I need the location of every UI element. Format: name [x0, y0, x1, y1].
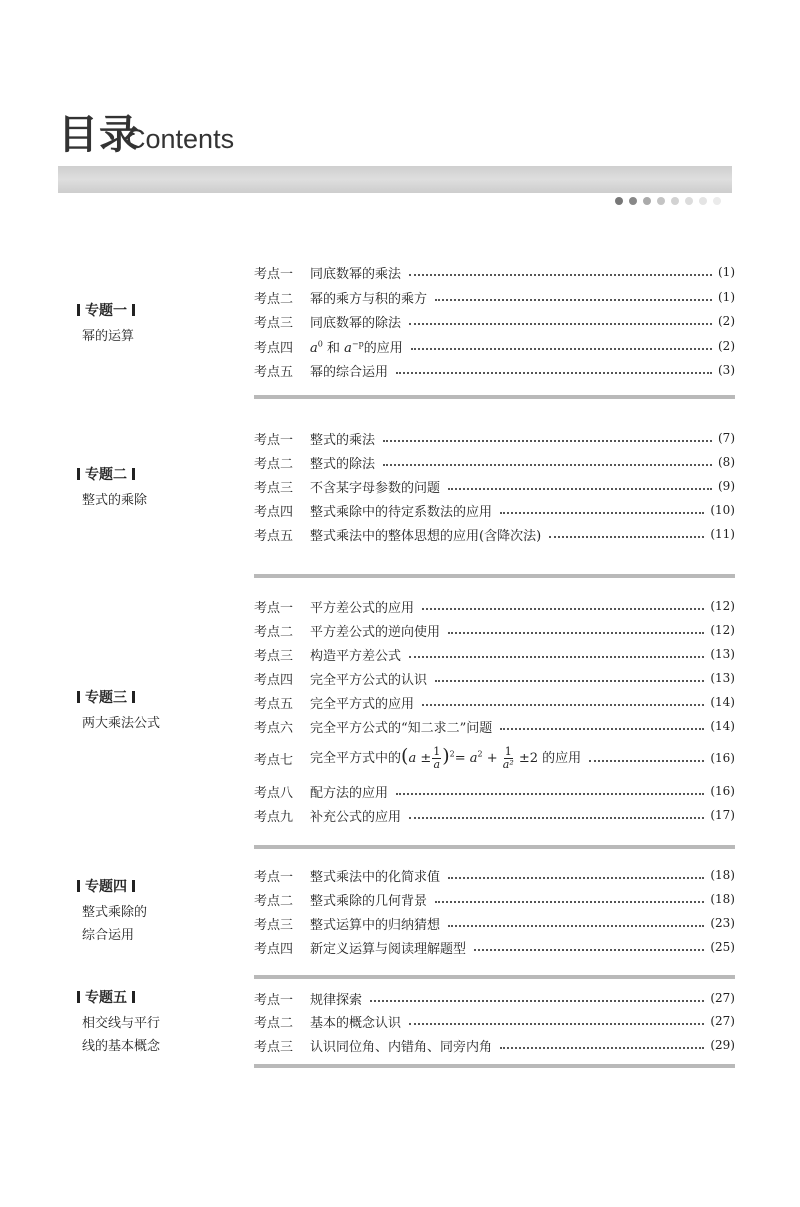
- page-number: (1): [718, 290, 735, 304]
- leader-dots: [474, 949, 704, 951]
- page-number: (25): [710, 940, 735, 954]
- entry-title: 基本的概念认识: [310, 1015, 402, 1031]
- title-banner: [58, 166, 732, 193]
- page-number: (13): [710, 647, 735, 661]
- topic-subtitle: 整式的乘除: [82, 493, 148, 508]
- point-label: 考点一: [254, 869, 294, 885]
- page-number: (23): [710, 916, 735, 930]
- entry-title: 完全平方公式的“知二求二”问题: [310, 720, 493, 736]
- toc-entry[interactable]: [254, 742, 735, 774]
- entry-title: 整式的除法: [310, 456, 376, 472]
- topic-5: [72, 989, 160, 1058]
- topic-subtitle: 相交线与平行 线的基本概念: [82, 1016, 161, 1054]
- point-label: 考点三: [254, 1039, 294, 1055]
- toc-entry[interactable]: [254, 286, 735, 308]
- leader-dots: [409, 1023, 704, 1025]
- topic-label: 专题一: [85, 303, 127, 319]
- dot: [713, 197, 721, 205]
- toc-entry[interactable]: [254, 804, 735, 826]
- topic-2: [72, 466, 147, 512]
- topic-4: [72, 878, 147, 947]
- point-label: 考点五: [254, 528, 294, 544]
- page-number: (18): [710, 892, 735, 906]
- leader-dots: [411, 348, 712, 350]
- point-label: 考点四: [254, 941, 294, 957]
- point-label: 考点四: [254, 340, 294, 356]
- topic-heading: [72, 302, 140, 320]
- page-number: (18): [710, 868, 735, 882]
- toc-entry[interactable]: [254, 619, 735, 641]
- fraction-denominator: a²: [502, 758, 514, 771]
- bracket-bar: [77, 304, 80, 316]
- entry-title-formula: [310, 745, 585, 771]
- dot: [671, 197, 679, 205]
- point-label: 考点六: [254, 720, 294, 736]
- point-label: 考点二: [254, 456, 294, 472]
- bracket-bar: [132, 468, 135, 480]
- entry-title: 完全平方式的应用: [310, 696, 415, 712]
- page-number: (27): [710, 1014, 735, 1028]
- point-label: 考点四: [254, 672, 294, 688]
- topic-subtitle: 两大乘法公式: [82, 716, 161, 731]
- page-number: (27): [710, 991, 735, 1005]
- leader-dots: [448, 488, 712, 490]
- page-number: (13): [710, 671, 735, 685]
- fraction-numerator: 1: [504, 745, 512, 758]
- math-var: a: [310, 340, 318, 356]
- topic-label: 专题三: [85, 690, 127, 706]
- dot: [629, 197, 637, 205]
- point-label: 考点五: [254, 364, 294, 380]
- leader-dots: [396, 793, 704, 795]
- math-sup: −p: [351, 339, 364, 349]
- open-paren: (: [401, 745, 409, 767]
- point-label: 考点一: [254, 992, 294, 1008]
- entry-title: 整式乘法中的化简求值: [310, 869, 441, 885]
- point-label: 考点五: [254, 696, 294, 712]
- topic-3: [72, 689, 160, 735]
- point-label: 考点七: [254, 752, 294, 768]
- page-number: (2): [718, 339, 735, 353]
- dot: [615, 197, 623, 205]
- math-sup: 2: [477, 749, 483, 759]
- section-divider: [254, 845, 735, 849]
- toc-entry[interactable]: [254, 310, 735, 332]
- topic-label: 专题四: [85, 879, 127, 895]
- entry-title: 补充公式的应用: [310, 809, 402, 825]
- toc-entry[interactable]: [254, 261, 735, 283]
- topic-heading: [72, 989, 160, 1007]
- dot: [699, 197, 707, 205]
- bracket-bar: [132, 691, 135, 703]
- bracket-bar: [77, 691, 80, 703]
- page-number: (16): [710, 751, 735, 765]
- title-text: 完全平方式中的: [310, 751, 402, 766]
- page-number: (29): [710, 1038, 735, 1052]
- page-number: (17): [710, 808, 735, 822]
- dot: [643, 197, 651, 205]
- leader-dots: [435, 901, 704, 903]
- point-label: 考点一: [254, 600, 294, 616]
- entry-title: 不含某字母参数的问题: [310, 480, 441, 496]
- point-label: 考点八: [254, 785, 294, 801]
- toc-entry[interactable]: [254, 936, 735, 958]
- topic-heading: [72, 466, 147, 484]
- entry-title: 新定义运算与阅读理解题型: [310, 941, 467, 957]
- math-sup: 2: [449, 749, 455, 759]
- leader-dots: [396, 372, 712, 374]
- entry-title: 同底数幂的除法: [310, 315, 402, 331]
- toc-entry[interactable]: [254, 888, 735, 910]
- toc-entry[interactable]: [254, 499, 735, 521]
- leader-dots: [409, 656, 704, 658]
- leader-dots: [435, 299, 712, 301]
- entry-title: 平方差公式的逆向使用: [310, 624, 441, 640]
- math-sup: 0: [317, 339, 323, 349]
- page-title-english: Contents: [126, 124, 235, 154]
- leader-dots: [370, 1000, 704, 1002]
- fraction-numerator: 1: [433, 745, 441, 758]
- page-number: (12): [710, 599, 735, 613]
- leader-dots: [409, 817, 704, 819]
- bracket-bar: [77, 991, 80, 1003]
- page-number: (12): [710, 623, 735, 637]
- toc-entry[interactable]: [254, 691, 735, 713]
- section-divider: [254, 574, 735, 578]
- page-number: (14): [710, 719, 735, 733]
- entry-title: 幂的乘方与积的乘方: [310, 291, 428, 307]
- leader-dots: [383, 464, 712, 466]
- toc-entry[interactable]: [254, 475, 735, 497]
- fraction: [432, 746, 441, 771]
- fraction-denominator: a: [433, 758, 440, 771]
- page-number: (3): [718, 363, 735, 377]
- toc-entry[interactable]: [254, 643, 735, 665]
- toc-entry[interactable]: [254, 715, 735, 737]
- point-label: 考点一: [254, 432, 294, 448]
- point-label: 考点三: [254, 315, 294, 331]
- close-paren: ): [442, 745, 450, 767]
- page-number: (11): [710, 527, 735, 541]
- math-op: +: [482, 751, 502, 766]
- toc-entry[interactable]: [254, 427, 735, 449]
- math-var: a: [344, 340, 352, 356]
- leader-dots: [448, 925, 704, 927]
- leader-dots: [435, 680, 704, 682]
- topic-label: 专题二: [85, 467, 127, 483]
- entry-title: [310, 337, 407, 356]
- section-divider: [254, 395, 735, 399]
- decorative-dots: [615, 197, 721, 207]
- page-number: (1): [718, 265, 735, 279]
- entry-title: 规律探索: [310, 992, 363, 1008]
- dot: [657, 197, 665, 205]
- entry-title: 构造平方差公式: [310, 648, 402, 664]
- point-label: 考点九: [254, 809, 294, 825]
- point-label: 考点二: [254, 893, 294, 909]
- point-label: 考点三: [254, 480, 294, 496]
- entry-title: 整式乘除中的待定系数法的应用: [310, 504, 493, 520]
- page-number: (10): [710, 503, 735, 517]
- bracket-bar: [132, 880, 135, 892]
- bracket-bar: [132, 991, 135, 1003]
- leader-dots: [448, 877, 704, 879]
- toc-entry[interactable]: [254, 359, 735, 381]
- point-label: 考点二: [254, 1015, 294, 1031]
- toc-entry[interactable]: [254, 912, 735, 934]
- title-text: 的应用: [363, 340, 403, 356]
- entry-title: 整式乘法中的整体思想的应用(含降次法): [310, 528, 542, 544]
- leader-dots: [500, 512, 704, 514]
- leader-dots: [409, 323, 712, 325]
- leader-dots: [383, 440, 712, 442]
- leader-dots: [422, 704, 704, 706]
- math-expr: a ±: [408, 751, 432, 766]
- page-number: (7): [718, 431, 735, 445]
- toc-entry[interactable]: [254, 451, 735, 473]
- page-number: (16): [710, 784, 735, 798]
- entry-title: 认识同位角、内错角、同旁内角: [310, 1039, 493, 1055]
- bracket-bar: [77, 880, 80, 892]
- point-label: 考点一: [254, 266, 294, 282]
- leader-dots: [549, 536, 704, 538]
- toc-entry[interactable]: [254, 987, 735, 1009]
- entry-title: 完全平方公式的认识: [310, 672, 428, 688]
- topic-heading: [72, 878, 147, 896]
- leader-dots: [589, 760, 704, 762]
- page-number: (8): [718, 455, 735, 469]
- entry-title: 整式乘除的几何背景: [310, 893, 428, 909]
- toc-entry[interactable]: [254, 595, 735, 617]
- point-label: 考点三: [254, 648, 294, 664]
- leader-dots: [409, 274, 712, 276]
- topic-subtitle: 整式乘除的 综合运用: [82, 905, 148, 943]
- toc-entry[interactable]: [254, 1010, 735, 1032]
- math-expr: = a: [454, 751, 478, 766]
- entry-title: 配方法的应用: [310, 785, 389, 801]
- section-divider: [254, 1064, 735, 1068]
- section-divider: [254, 975, 735, 979]
- leader-dots: [500, 728, 704, 730]
- fraction: [503, 746, 514, 771]
- page-number: (9): [718, 479, 735, 493]
- entry-title: 同底数幂的乘法: [310, 266, 402, 282]
- leader-dots: [500, 1047, 704, 1049]
- page-number: (14): [710, 695, 735, 709]
- topic-label: 专题五: [85, 990, 127, 1006]
- leader-dots: [422, 608, 704, 610]
- toc-entry[interactable]: [254, 1034, 735, 1056]
- bracket-bar: [77, 468, 80, 480]
- point-label: 考点三: [254, 917, 294, 933]
- entry-title: 幂的综合运用: [310, 364, 389, 380]
- page-title: 目录: [58, 112, 140, 158]
- entry-title: 平方差公式的应用: [310, 600, 415, 616]
- dot: [685, 197, 693, 205]
- entry-title: 整式运算中的归纳猜想: [310, 917, 441, 933]
- bracket-bar: [132, 304, 135, 316]
- topic-1: [72, 302, 140, 348]
- toc-entry[interactable]: [254, 667, 735, 689]
- leader-dots: [448, 632, 704, 634]
- title-text: 和: [322, 340, 345, 356]
- toc-entry[interactable]: [254, 335, 735, 357]
- toc-entry[interactable]: [254, 523, 735, 545]
- toc-entry[interactable]: [254, 864, 735, 886]
- point-label: 考点四: [254, 504, 294, 520]
- entry-title: 整式的乘法: [310, 432, 376, 448]
- title-text: ±2 的应用: [514, 751, 582, 766]
- page-number: (2): [718, 314, 735, 328]
- toc-entry[interactable]: [254, 780, 735, 802]
- topic-heading: [72, 689, 160, 707]
- point-label: 考点二: [254, 291, 294, 307]
- point-label: 考点二: [254, 624, 294, 640]
- topic-subtitle: 幂的运算: [82, 329, 135, 344]
